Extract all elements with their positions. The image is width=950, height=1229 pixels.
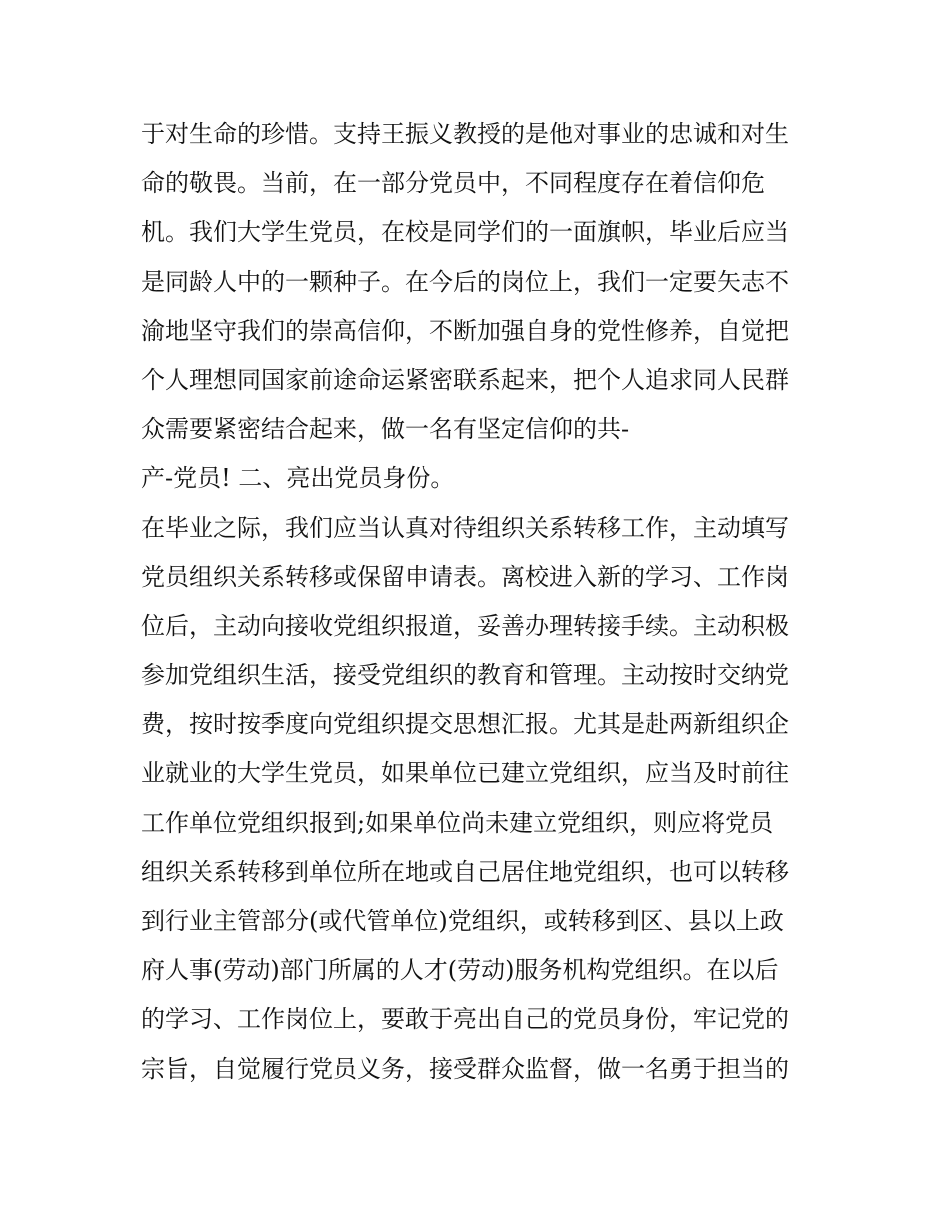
- text-line: 个人理想同国家前途命运紧密联系起来，把个人追求同人民群: [141, 365, 789, 394]
- text-line: 机。我们大学生党员，在校是同学们的一面旗帜，毕业后应当: [141, 218, 789, 247]
- text-line: 参加党组织生活，接受党组织的教育和管理。主动按时交纳党: [141, 661, 789, 690]
- text-line: 费，按时按季度向党组织提交思想汇报。尤其是赴两新组织企: [141, 710, 789, 739]
- text-line: 渝地坚守我们的崇高信仰，不断加强自身的党性修养，自觉把: [141, 316, 789, 345]
- text-line: 宗旨，自觉履行党员义务，接受群众监督，做一名勇于担当的: [141, 1054, 789, 1083]
- text-line: 府人事(劳动)部门所属的人才(劳动)服务机构党组织。在以后: [141, 956, 779, 985]
- text-line: 党员组织关系转移或保留申请表。离校进入新的学习、工作岗: [141, 562, 789, 591]
- text-line: 业就业的大学生党员，如果单位已建立党组织，应当及时前往: [141, 759, 789, 788]
- text-line: 众需要紧密结合起来，做一名有坚定信仰的共-: [141, 415, 630, 444]
- text-line: 到行业主管部分(或代管单位)党组织，或转移到区、县以上政: [141, 907, 784, 935]
- text-line: 工作单位党组织报到;如果单位尚未建立党组织，则应将党员: [141, 808, 774, 837]
- text-line: 于对生命的珍惜。支持王振义教授的是他对事业的忠诚和对生: [141, 120, 789, 148]
- text-line: 命的敬畏。当前，在一部分党员中，不同程度存在着信仰危: [141, 169, 765, 198]
- text-line: 位后，主动向接收党组织报道，妥善办理转接手续。主动积极: [141, 611, 789, 640]
- text-line: 组织关系转移到单位所在地或自己居住地党组织，也可以转移: [141, 857, 789, 886]
- document-body-text: [141, 110, 831, 1094]
- text-line: 的学习、工作岗位上，要敢于亮出自己的党员身份，牢记党的: [141, 1005, 789, 1034]
- text-line: 产-党员! 二、亮出党员身份。: [141, 464, 455, 493]
- text-line: 在毕业之际，我们应当认真对待组织关系转移工作，主动填写: [141, 513, 789, 542]
- text-line: 是同龄人中的一颗种子。在今后的岗位上，我们一定要矢志不: [141, 267, 789, 296]
